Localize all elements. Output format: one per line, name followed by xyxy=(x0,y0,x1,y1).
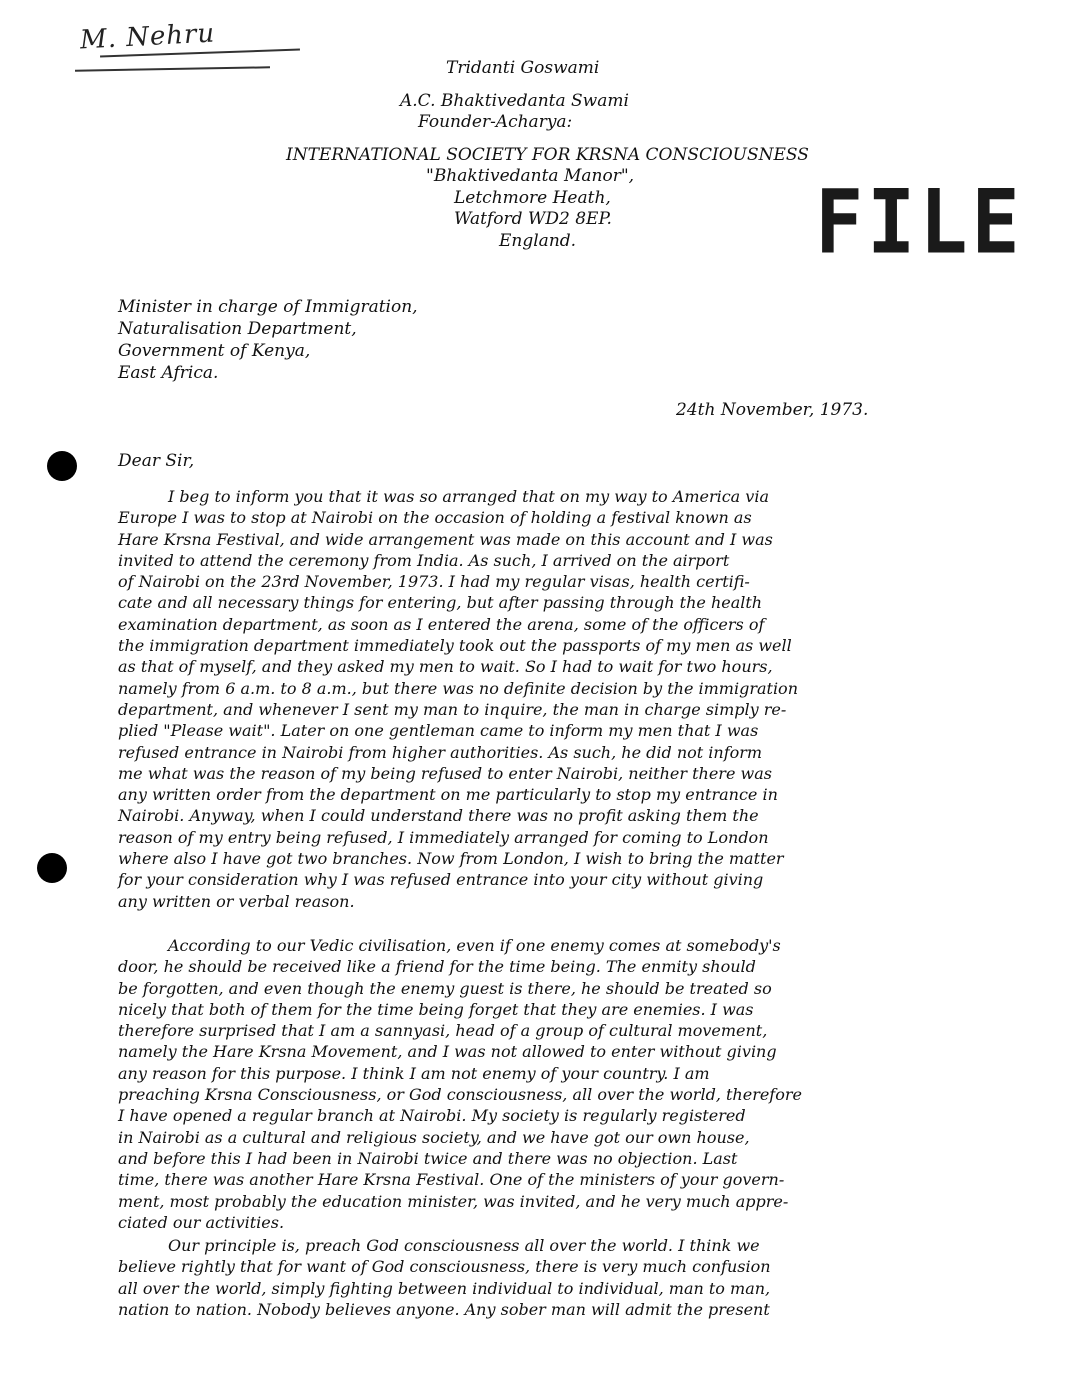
sender-role: Founder-Acharya: xyxy=(418,112,573,132)
sender-name: A.C. Bhaktivedanta Swami xyxy=(400,91,629,111)
body-line: nicely that both of them for the time being forget that they are enemies. I was xyxy=(118,999,754,1019)
body-line: the immigration department immediately took out the passports of my men as well xyxy=(118,636,792,656)
organization-name: INTERNATIONAL SOCIETY FOR KRSNA CONSCIOUSNESS xyxy=(286,145,809,165)
body-line: and before this I had been in Nairobi twice and there was no objection. Last xyxy=(118,1148,738,1168)
address-line: Letchmore Heath, xyxy=(454,188,611,208)
body-line: as that of myself, and they asked my men to wait. So I had to wait for two hours, xyxy=(118,657,773,677)
handwritten-annotation: M. Nehru xyxy=(79,18,216,56)
body-line: of Nairobi on the 23rd November, 1973. I had my regular visas, health certifi- xyxy=(118,572,750,592)
body-paragraph-3 xyxy=(118,1235,1018,1320)
body-line: any written order from the department on me particularly to stop my entrance in xyxy=(118,785,778,805)
recipient-address xyxy=(118,296,418,384)
body-paragraph-2 xyxy=(118,935,1018,1233)
body-line: door, he should be received like a friend for the time being. The enmity should xyxy=(118,957,756,977)
body-line: Hare Krsna Festival, and wide arrangement was made on this account and I was xyxy=(118,529,773,549)
body-line: examination department, as soon as I entered the arena, some of the officers of xyxy=(118,614,765,634)
recipient-line: Minister in charge of Immigration, xyxy=(118,297,418,317)
body-line: time, there was another Hare Krsna Festival. One of the ministers of your govern- xyxy=(118,1170,785,1190)
body-line: preaching Krsna Consciousness, or God consciousness, all over the world, therefore xyxy=(118,1085,802,1105)
body-line: Europe I was to stop at Nairobi on the occasion of holding a festival known as xyxy=(118,508,752,528)
body-line: I beg to inform you that it was so arranged that on my way to America via xyxy=(168,487,769,506)
annotation-underline xyxy=(75,66,270,71)
body-line: therefore surprised that I am a sannyasi, head of a group of cultural movement, xyxy=(118,1021,768,1041)
body-line: department, and whenever I sent my man to inquire, the man in charge simply re- xyxy=(118,699,787,719)
body-line: any written or verbal reason. xyxy=(118,891,355,911)
file-stamp: FILE xyxy=(815,171,1024,274)
recipient-line: Naturalisation Department, xyxy=(118,319,357,339)
body-line: According to our Vedic civilisation, even if one enemy comes at somebody's xyxy=(168,936,781,955)
body-line: Our principle is, preach God consciousness all over the world. I think we xyxy=(168,1236,760,1255)
body-line: all over the world, simply fighting between individual to individual, man to man, xyxy=(118,1278,771,1298)
punch-hole xyxy=(47,451,77,481)
address-line: England. xyxy=(499,231,577,251)
body-line: where also I have got two branches. Now from London, I wish to bring the matter xyxy=(118,849,784,869)
body-line: be forgotten, and even though the enemy guest is there, he should be treated so xyxy=(118,978,772,998)
sender-title: Tridanti Goswami xyxy=(446,58,600,78)
body-line: in Nairobi as a cultural and religious society, and we have got our own house, xyxy=(118,1127,750,1147)
body-line: namely from 6 a.m. to 8 a.m., but there was no definite decision by the immigration xyxy=(118,678,798,698)
address-line: Watford WD2 8EP. xyxy=(454,209,612,229)
body-line: ment, most probably the education minister, was invited, and he very much appre- xyxy=(118,1191,789,1211)
salutation: Dear Sir, xyxy=(118,451,195,471)
body-line: I have opened a regular branch at Nairobi. My society is regularly registered xyxy=(118,1106,746,1126)
body-line: Nairobi. Anyway, when I could understand there was no profit asking them the xyxy=(118,806,759,826)
body-line: me what was the reason of my being refused to enter Nairobi, neither there was xyxy=(118,763,772,783)
body-paragraph-1 xyxy=(118,486,1018,912)
body-line: cate and all necessary things for entering, but after passing through the health xyxy=(118,593,763,613)
body-line: believe rightly that for want of God consciousness, there is very much confusion xyxy=(118,1257,771,1277)
body-line: namely the Hare Krsna Movement, and I was not allowed to enter without giving xyxy=(118,1042,777,1062)
body-line: plied "Please wait". Later on one gentleman came to inform my men that I was xyxy=(118,721,759,741)
body-line: reason of my entry being refused, I immediately arranged for coming to London xyxy=(118,827,769,847)
punch-hole xyxy=(37,853,67,883)
body-line: invited to attend the ceremony from India. As such, I arrived on the airport xyxy=(118,550,730,570)
body-line: ciated our activities. xyxy=(118,1212,285,1232)
body-line: refused entrance in Nairobi from higher authorities. As such, he did not inform xyxy=(118,742,763,762)
recipient-line: East Africa. xyxy=(118,363,219,383)
address-line: "Bhaktivedanta Manor", xyxy=(426,166,635,186)
body-line: nation to nation. Nobody believes anyone. Any sober man will admit the present xyxy=(118,1299,770,1319)
body-line: for your consideration why I was refused entrance into your city without giving xyxy=(118,870,764,890)
letter-date: 24th November, 1973. xyxy=(676,400,869,420)
body-line: any reason for this purpose. I think I am not enemy of your country. I am xyxy=(118,1063,710,1083)
recipient-line: Government of Kenya, xyxy=(118,341,311,361)
